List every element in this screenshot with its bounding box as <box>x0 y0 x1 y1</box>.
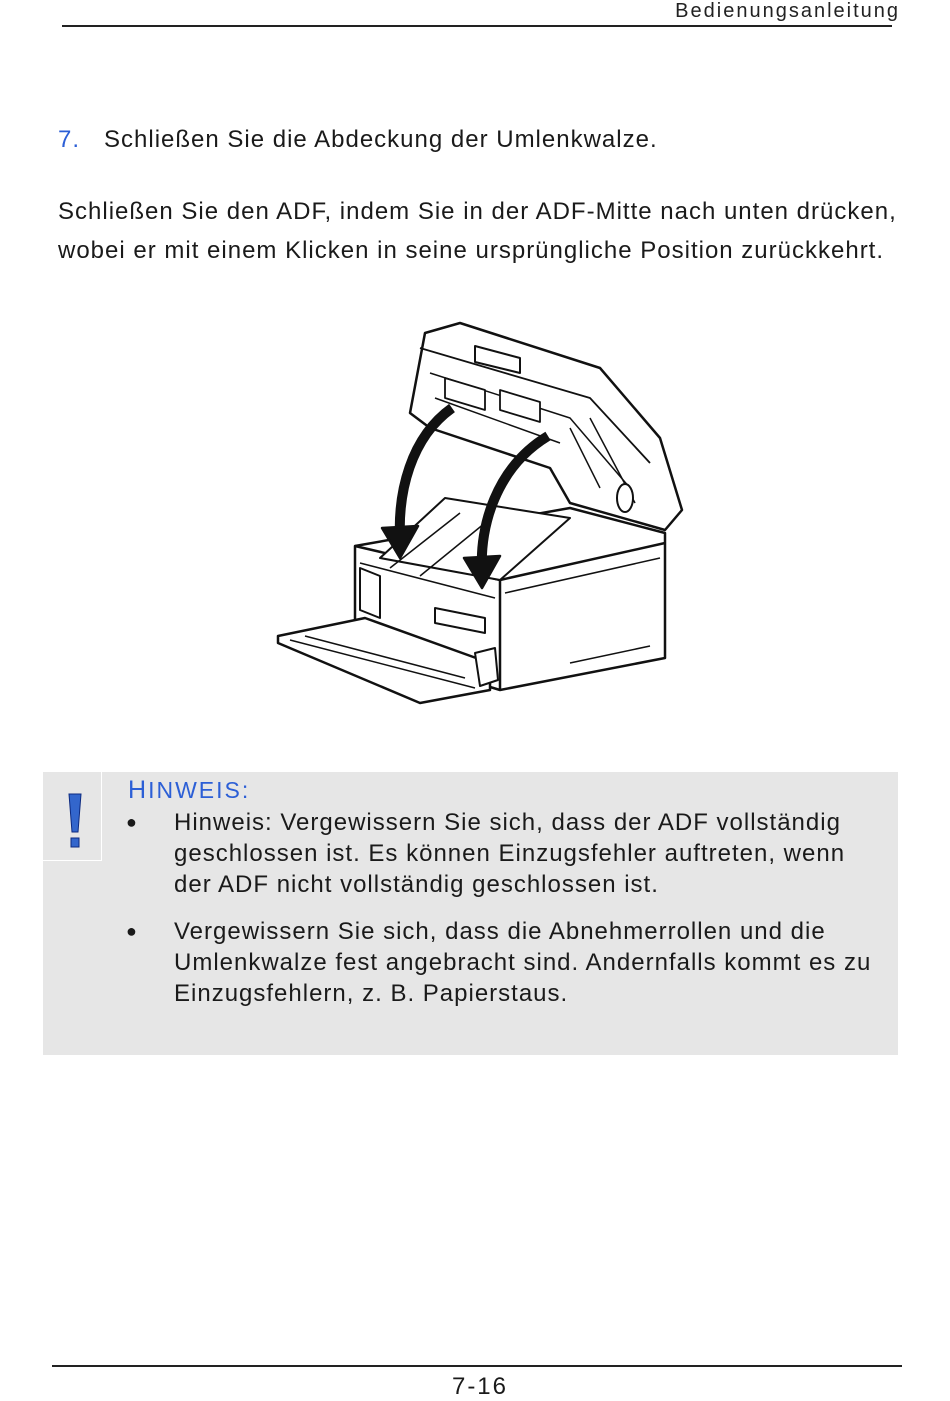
page-number: 7-16 <box>451 1373 509 1400</box>
note-item-text: Hinweis: Vergewissern Sie sich, dass der ADF vollständig geschlossen ist. Es können Einzugsfehler auftreten, wenn der ADF nicht vollständig geschlossen ist. <box>174 809 846 898</box>
instruction-paragraph: Schließen Sie den ADF, indem Sie in der ADF-Mitte nach unten drücken, wobei er mit einem Klicken in seine ursprüngliche Position zurückkehrt. <box>58 198 897 264</box>
note-label <box>128 776 250 805</box>
note-list <box>126 807 886 1025</box>
scanner-illustration <box>270 318 690 710</box>
list-item <box>126 916 886 1009</box>
bullet-icon: ● <box>126 812 138 832</box>
step-number: 7. <box>58 126 81 153</box>
list-item <box>126 807 886 900</box>
step-heading <box>58 126 658 154</box>
bullet-icon: ● <box>126 921 138 941</box>
note-icon-panel <box>43 772 102 861</box>
header-divider <box>62 25 892 27</box>
footer-divider <box>52 1365 902 1367</box>
step-text: Schließen Sie die Abdeckung der Umlenkwalze. <box>104 126 658 153</box>
exclamation-icon <box>68 792 82 850</box>
note-box <box>43 772 898 1055</box>
note-item-text: Vergewissern Sie sich, dass die Abnehmerrollen und die Umlenkwalze fest angebracht sind. Andernfalls kommt es zu Einzugsfehlern, z. B. Papierstaus. <box>174 918 872 1007</box>
note-label-rest: INWEIS: <box>148 777 251 803</box>
note-label-initial: H <box>128 776 149 804</box>
header-title: Bedienungsanleitung <box>675 0 900 22</box>
